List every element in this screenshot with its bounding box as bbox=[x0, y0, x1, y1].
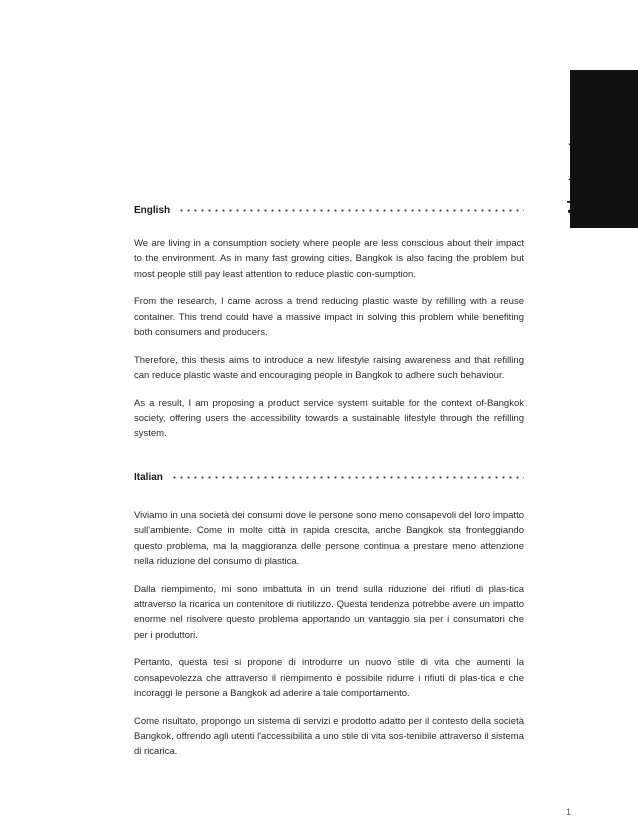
paragraph: Dalla riempimento, mi sono imbattuta in un trend sulla riduzione dei rifiuti di plas-tica attraverso la ricarica un contenitore di riutilizzo. Questa tendenza potrebbe avere un impatto enorme nel risolvere questo problema apportando un vantaggio sia per i consumatori che per i produttori. bbox=[134, 583, 524, 641]
section-heading-english: English bbox=[134, 204, 171, 216]
paragraph: Come risultato, propongo un sistema di servizi e prodotto adatto per il contesto della società Bangkok, offrendo agli utenti l'accessibilità a uno stile di vita sos-tenibile attraverso il sistema di ricarica. bbox=[134, 715, 524, 758]
dotted-leader bbox=[178, 209, 524, 212]
section-heading-italian: Italian bbox=[134, 471, 163, 483]
paragraph: Therefore, this thesis aims to introduce a new lifestyle raising awareness and that refilling can reduce plastic waste and encouraging people in Bangkok to adhere such behaviour. bbox=[134, 354, 524, 382]
paragraph: We are living in a consumption society where people are less conscious about their impact to the environment. As in many fast growing cities, Bangkok is also facing the problem but most people still pay least attention to reduce plastic con-sumption. bbox=[134, 238, 524, 280]
page-number: 1 bbox=[566, 807, 572, 817]
english-heading-row bbox=[134, 201, 524, 219]
paragraph: Viviamo in una società dei consumi dove le persone sono meno consapevoli del loro impatto sull'ambiente. Come in molte città in rapida crescita, anche Bangkok sta fronteggiando questo problema, ma la maggioranza delle persone continua a prestare meno attenzione nella riduzione del consumo di plastica. bbox=[134, 510, 524, 567]
english-body bbox=[134, 236, 524, 454]
paragraph: As a result, I am proposing a product service system suitable for the context of-Bangkok society, offering users the accessibility towards a sustainable lifestyle through the refilling system. bbox=[134, 397, 524, 440]
italian-body bbox=[134, 508, 524, 772]
side-title: Abstract bbox=[565, 140, 587, 218]
italian-heading-row bbox=[134, 468, 524, 486]
dotted-leader bbox=[171, 476, 524, 479]
paragraph: Pertanto, questa tesi si propone di introdurre un nuovo stile di vita che aumenti la consapevolezza che attraverso il riempimento è possibile ridurre i rifiuti di plas-tica e che incoraggi le persone a Bangkok ad aderire a tale comportamento. bbox=[134, 657, 524, 699]
paragraph: From the research, I came across a trend reducing plastic waste by refilling with a reuse container. This trend could have a massive impact in solving this problem while benefiting both consumers and producers. bbox=[134, 296, 524, 338]
